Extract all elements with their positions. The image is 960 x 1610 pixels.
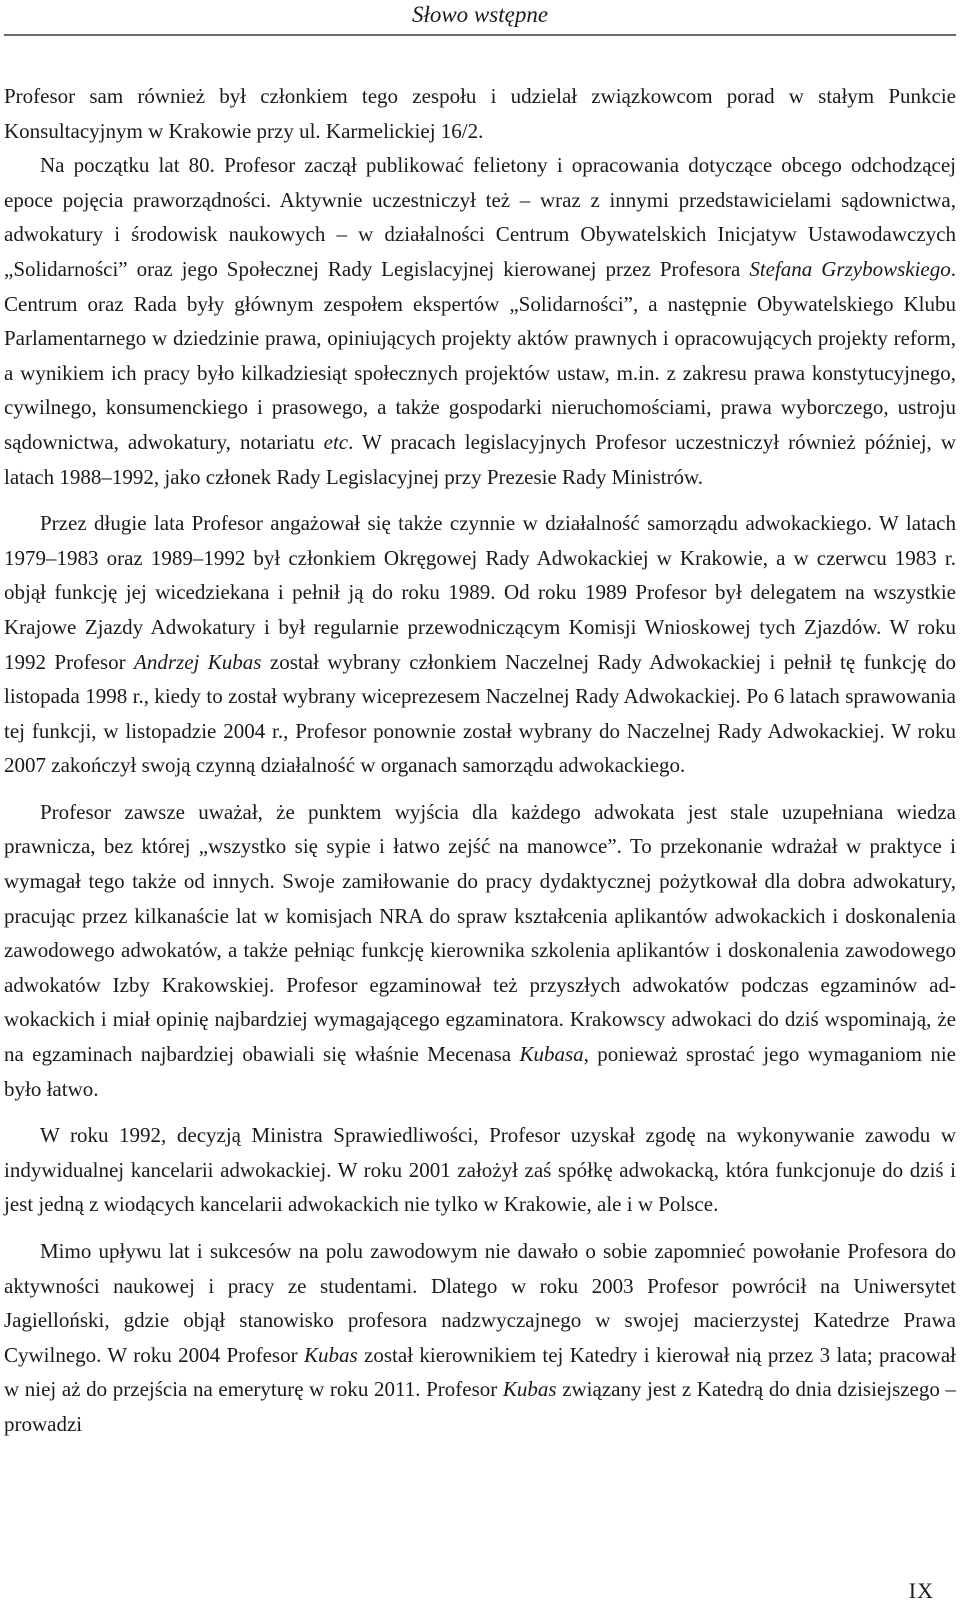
paragraph xyxy=(4,148,956,494)
text-run: Profesor sam również był członkiem tego zespołu i udzielał związkowcom porad w stałym Punkcie Konsultacyjnym w Krakowie przy ul. Karmelickiej 16/2. xyxy=(4,84,956,143)
text-run: . W pracach legislacyjnych Profesor uczestniczył również później, w latach 1988–1992, jako członek Rady Legislacyjnej przy Prezesie Rady Ministrów. xyxy=(4,429,956,489)
italic-text: Kubas xyxy=(502,1377,557,1402)
text-run: został kierownikiem tej Katedry i kierował nią przez 3 lata; pracował w niej aż do przejścia na emeryturę w roku 2011. Profesor xyxy=(4,1342,957,1402)
text-run: Przez długie lata Profesor angażował się także czynnie w działalność samorządu adwokackiego. W latach 1979–1983 oraz 1989–1992 był członkiem Okręgowej Rady Adwokackiej w Krakowie, a w czerwcu 1983 r. objął funkcję jej wicedziekana i pełnił ją do roku 1989. Od roku 1989 Profesor był delegatem na wszystkie Krajowe Zjazdy Adwokatury i był regularnie przewodniczącym Komisji Wnioskowej tych Zjazdów. W roku 1992 Profesor xyxy=(4,511,956,674)
page-number: IX xyxy=(908,1578,934,1603)
header-rule xyxy=(4,34,956,36)
paragraph xyxy=(4,1118,956,1222)
paragraph xyxy=(4,1234,956,1442)
italic-text: Kubas xyxy=(303,1342,358,1367)
text-run: Na początku lat 80. Profesor zaczął publikować felietony i opracowania dotyczące obcego odchodzącej epoce pojęcia praworządności. Aktywnie uczestniczył też – wraz z innymi przedstawicielami sądownictwa, adwokatury i środowisk naukowych – w działalności Centrum Obywatelskich Inicjatyw Ustawodawczych „Solidarności” oraz jego Społecznej Rady Legislacyjnej kierowanej przez Profesora xyxy=(4,153,956,281)
italic-text: Kubasa xyxy=(519,1042,584,1067)
paragraph xyxy=(4,795,956,1106)
page-body xyxy=(4,79,956,1442)
text-run: związany jest z Katedrą do dnia dzisiejszego – prowadzi xyxy=(4,1377,956,1436)
text-run: , ponieważ sprostać jego wymaganiom nie było łatwo. xyxy=(4,1042,957,1101)
text-run: został wybrany członkiem Naczelnej Rady Adwokackiej i pełnił tę funkcję do listopada 1998 r., kiedy to został wybrany wiceprezesem Naczelnej Rady Adwokackiej. Po 6 latach sprawowania tej funkcji, w listopadzie 2004 r., Profesor ponownie został wybrany do Naczelnej Rady Adwokackiej. W roku 2007 zakończył swoją czynną działalność w organach samorządu adwokackiego. xyxy=(4,649,957,778)
text-run: Mimo upływu lat i sukcesów na polu zawodowym nie dawało o sobie zapomnieć powołanie Profesora do aktywności naukowej i pracy ze studentami. Dlatego w roku 2003 Profesor powrócił na Uniwersytet Jagielloński, gdzie objął stanowisko profesora nadzwyczajnego w swojej macierzystej Katedrze Prawa Cywilnego. W roku 2004 Profesor xyxy=(4,1239,956,1367)
paragraph xyxy=(4,506,956,783)
text-run: . Centrum oraz Rada były głównym zespołem ekspertów „Solidarności”, a następnie Obywatelskiego Klubu Parlamentarnego w dziedzinie prawa, opiniujących projekty aktów prawnych i opracowujących projekty reform, a wynikiem ich pracy było kilkadziesiąt społecznych projektów ustaw, m.in. z zakresu prawa konstytucyjnego, cywilnego, konsumenckiego i prasowego, a także gospodarki nieruchomościami, prawa wyborczego, ustroju sądownictwa, adwokatury, notariatu xyxy=(4,256,956,454)
italic-text: Stefana Grzybowskiego xyxy=(749,256,951,281)
italic-text: Andrzej Kubas xyxy=(134,649,262,674)
running-title: Słowo wstępne xyxy=(411,2,549,27)
text-run: W roku 1992, decyzją Ministra Sprawiedliwości, Profesor uzyskał zgodę na wykonywanie zawodu w indywidualnej kancelarii adwokackiej. W roku 2001 założył zaś spółkę adwokacką, która funkcjonuje do dziś i jest jedną z wiodących kancelarii adwokackich nie tylko w Krakowie, ale i w Polsce. xyxy=(4,1123,956,1217)
text-run: Profesor zawsze uważał, że punktem wyjścia dla każdego adwokata jest stale uzupełniana wiedza prawnicza, bez której „wszystko się sypie i łatwo zejść na manowce”. To przekonanie wdrażał w praktyce i wymagał tego także od innych. Swoje zamiłowanie do pracy dydaktycznej pożytkował dla dobra adwokatury, pracując przez kilkanaście lat w komisjach NRA do spraw kształcenia aplikantów adwokackich i doskonalenia zawodowego adwokatów, a także pełniąc funkcję kierownika szkolenia aplikantów i doskonalenia zawodowego adwokatów Izby Krakowskiej. Profesor egzaminował też przyszłych adwokatów podczas egzaminów adwokackich i miał opinię najbardziej wymagającego egzaminatora. Krakowscy adwokaci do dziś wspominają, że na egzaminach najbardziej obawiali się właśnie Mecenasa xyxy=(4,799,956,1067)
paragraph xyxy=(4,79,956,148)
italic-text: etc xyxy=(323,429,349,454)
